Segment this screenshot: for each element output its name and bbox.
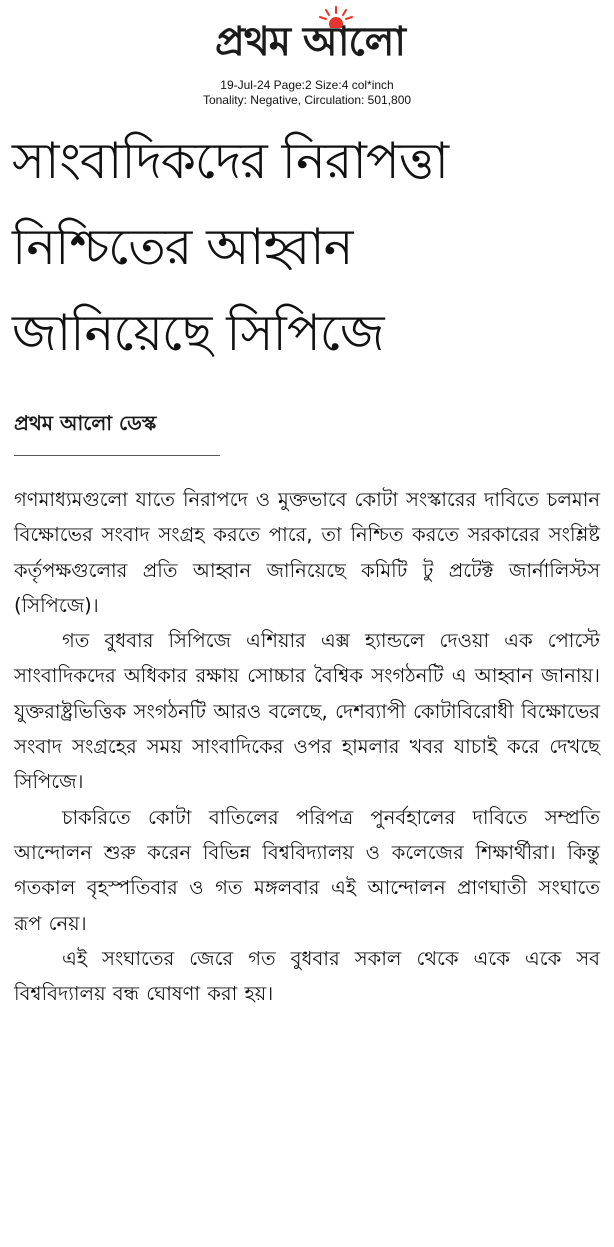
headline-line: নিশ্চিতের আহ্বান xyxy=(12,218,353,276)
article-paragraph: গণমাধ্যমগুলো যাতে নিরাপদে ও মুক্তভাবে কোটা সংস্কারের দাবিতে চলমান বিক্ষোভের সংবাদ সংগ্রহ করতে পারে, তা নিশ্চিত করতে সরকারের সংশ্লিষ্ট কর্তৃপক্ষগুলোর প্রতি আহ্বান জানিয়েছে কমিটি টু প্রটেক্ট জার্নালিস্টস (সিপিজে)। xyxy=(14,488,600,617)
clipping-tonality-line: Tonality: Negative, Circulation: 501,800 xyxy=(202,93,412,107)
byline-divider xyxy=(14,455,220,456)
article-body xyxy=(14,482,600,1011)
article-paragraph: চাকরিতে কোটা বাতিলের পরিপত্র পুনর্বহালের দাবিতে সম্প্রতি আন্দোলন শুরু করেন বিভিন্ন বিশ্ববিদ্যালয় ও কলেজের শিক্ষার্থীরা। কিন্তু গতকাল বৃহস্পতিবার ও গত মঙ্গলবার এই আন্দোলন প্রাণঘাতী সংঘাতে রূপ নেয়। xyxy=(14,805,600,935)
article-paragraph: এই সংঘাতের জেরে গত বুধবার সকাল থেকে একে একে সব বিশ্ববিদ্যালয় বন্ধ ঘোষণা করা হয়। xyxy=(14,946,600,1006)
byline: প্রথম আলো ডেস্ক xyxy=(14,411,157,435)
masthead xyxy=(0,0,614,110)
newspaper-logo xyxy=(170,4,450,74)
headline-line: সাংবাদিকদের নিরাপত্তা xyxy=(12,132,449,190)
article-headline xyxy=(12,118,602,376)
headline-line: জানিয়েছে সিপিজে xyxy=(12,304,384,362)
clipping-meta-line: 19-Jul-24 Page:2 Size:4 col*inch xyxy=(220,78,394,92)
logo-wordmark: প্রথম আলো xyxy=(214,19,406,65)
article-paragraph: গত বুধবার সিপিজে এশিয়ার এক্স হ্যান্ডলে দেওয়া এক পোস্টে সাংবাদিকদের অধিকার রক্ষায় সোচ্চার বৈশ্বিক সংগঠনটি এ আহ্বান জানায়। যুক্তরাষ্ট্রভিত্তিক সংগঠনটি আরও বলেছে, দেশব্যাপী কোটাবিরোধী বিক্ষোভের সংবাদ সংগ্রহের সময় সাংবাদিকের ওপর হামলার খবর যাচাই করে দেখছে সিপিজে। xyxy=(14,629,600,794)
